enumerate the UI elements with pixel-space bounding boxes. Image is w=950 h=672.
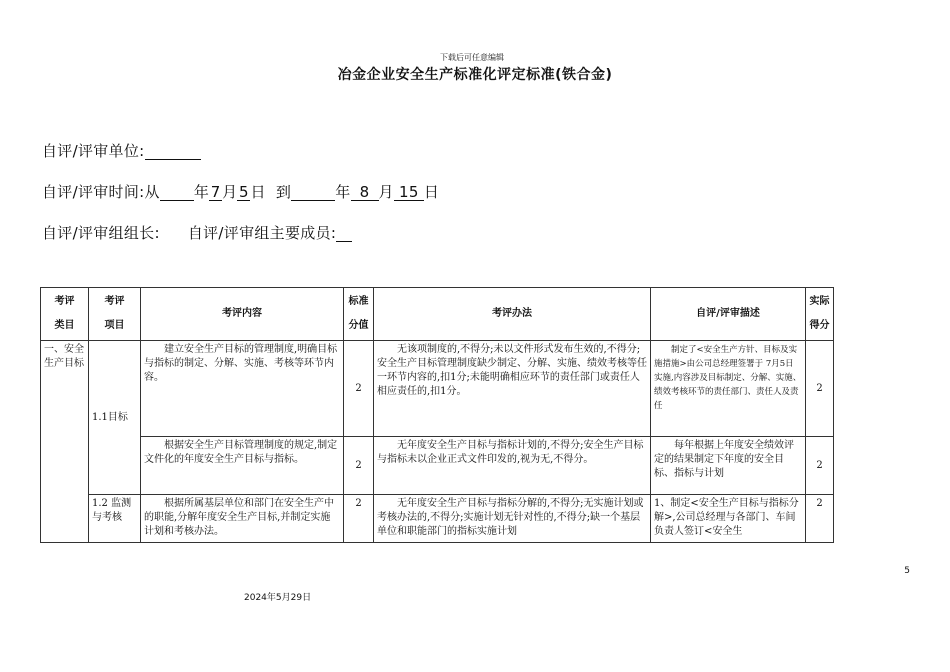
evaluation-table [40, 287, 834, 543]
leader-label: 自评/评审组组长: [42, 224, 160, 242]
day1-suffix: 日 [250, 183, 266, 201]
header-actual: 实际 得分 [806, 288, 834, 341]
document-title: 冶金企业安全生产标准化评定标准(铁合金) [337, 67, 613, 83]
page-number: 5 [904, 566, 910, 576]
time-label: 自评/评审时间:从 [42, 183, 160, 201]
month1-suffix: 月 [222, 183, 238, 201]
item-cell: 1.2 监测与考核 [89, 495, 141, 543]
table-row [41, 341, 834, 437]
unit-line [42, 140, 201, 161]
team-line [42, 222, 352, 243]
header-item: 考评 项目 [89, 288, 141, 341]
score-cell: 2 [344, 437, 374, 495]
header-content: 考评内容 [141, 288, 344, 341]
content-cell: 根据所属基层单位和部门在安全生产中的职能,分解年度安全生产目标,并制定实施计划和考核办法。 [141, 495, 344, 543]
unit-label: 自评/评审单位: [42, 142, 145, 160]
method-cell: 无年度安全生产目标与指标分解的,不得分;无实施计划或考核办法的,不得分;实施计划无针对性的,不得分;缺一个基层单位和职能部门的指标实施计划 [374, 495, 651, 543]
year2-field[interactable] [291, 184, 335, 201]
actual-score-cell: 2 [806, 341, 834, 437]
method-cell: 无该项制度的,不得分;未以文件形式发布生效的,不得分;安全生产目标管理制度缺少制定、分解、实施、绩效考核等任一环节内容的,扣1分;未能明确相应环节的责任部门或责任人相应责任的,扣1分。 [374, 341, 651, 437]
day1-field[interactable]: 5 [239, 183, 249, 201]
table-header-row [41, 288, 834, 341]
month1-field[interactable]: 7 [210, 183, 221, 201]
category-cell: 一、安全生产目标 [41, 341, 89, 543]
method-cell: 无年度安全生产目标与指标计划的,不得分;安全生产目标与指标未以企业正式文件印发的,视为无,不得分。 [374, 437, 651, 495]
actual-score-cell: 2 [806, 495, 834, 543]
table-row [41, 437, 834, 495]
unit-field[interactable] [145, 143, 201, 160]
item-cell: 1.1目标 [89, 341, 141, 495]
desc-cell: 每年根据上年度安全绩效评定的结果制定下年度的安全目标、指标与计划 [651, 437, 806, 495]
actual-score-cell: 2 [806, 437, 834, 495]
members-label: 自评/评审组主要成员: [187, 224, 337, 242]
day2-field[interactable]: 15 [394, 184, 424, 201]
header-score-std: 标准 分值 [344, 288, 374, 341]
score-cell: 2 [344, 495, 374, 543]
members-field[interactable] [336, 225, 352, 242]
header-category: 考评 类目 [41, 288, 89, 341]
time-line [42, 181, 439, 202]
header-note: 下载后可任意编辑 [440, 53, 504, 62]
year1-suffix: 年 [193, 183, 210, 201]
footer-date: 2024年5月29日 [244, 593, 312, 603]
table-row [41, 495, 834, 543]
content-cell: 建立安全生产目标的管理制度,明确目标与指标的制定、分解、实施、考核等环节内容。 [141, 341, 344, 437]
desc-cell: 1、制定<安全生产目标与指标分解>,公司总经理与各部门、车间负责人签订<安全生 [651, 495, 806, 543]
to-label: 到 [275, 183, 292, 201]
day2-suffix: 日 [423, 183, 440, 201]
year2-suffix: 年 [335, 183, 351, 201]
header-method: 考评办法 [374, 288, 651, 341]
content-cell: 根据安全生产目标管理制度的规定,制定文件化的年度安全生产目标与指标。 [141, 437, 344, 495]
month2-suffix: 月 [378, 183, 394, 201]
month2-field[interactable]: 8 [351, 184, 379, 201]
header-desc: 自评/评审描述 [651, 288, 806, 341]
desc-cell: 制定了<安全生产方针、目标及实施措施>由公司总经理签署于 7月5日实施,内容涉及目标制定、分解、实施、绩效考核环节的责任部门、责任人及责任 [651, 341, 806, 437]
score-cell: 2 [344, 341, 374, 437]
year1-field[interactable] [160, 184, 194, 201]
